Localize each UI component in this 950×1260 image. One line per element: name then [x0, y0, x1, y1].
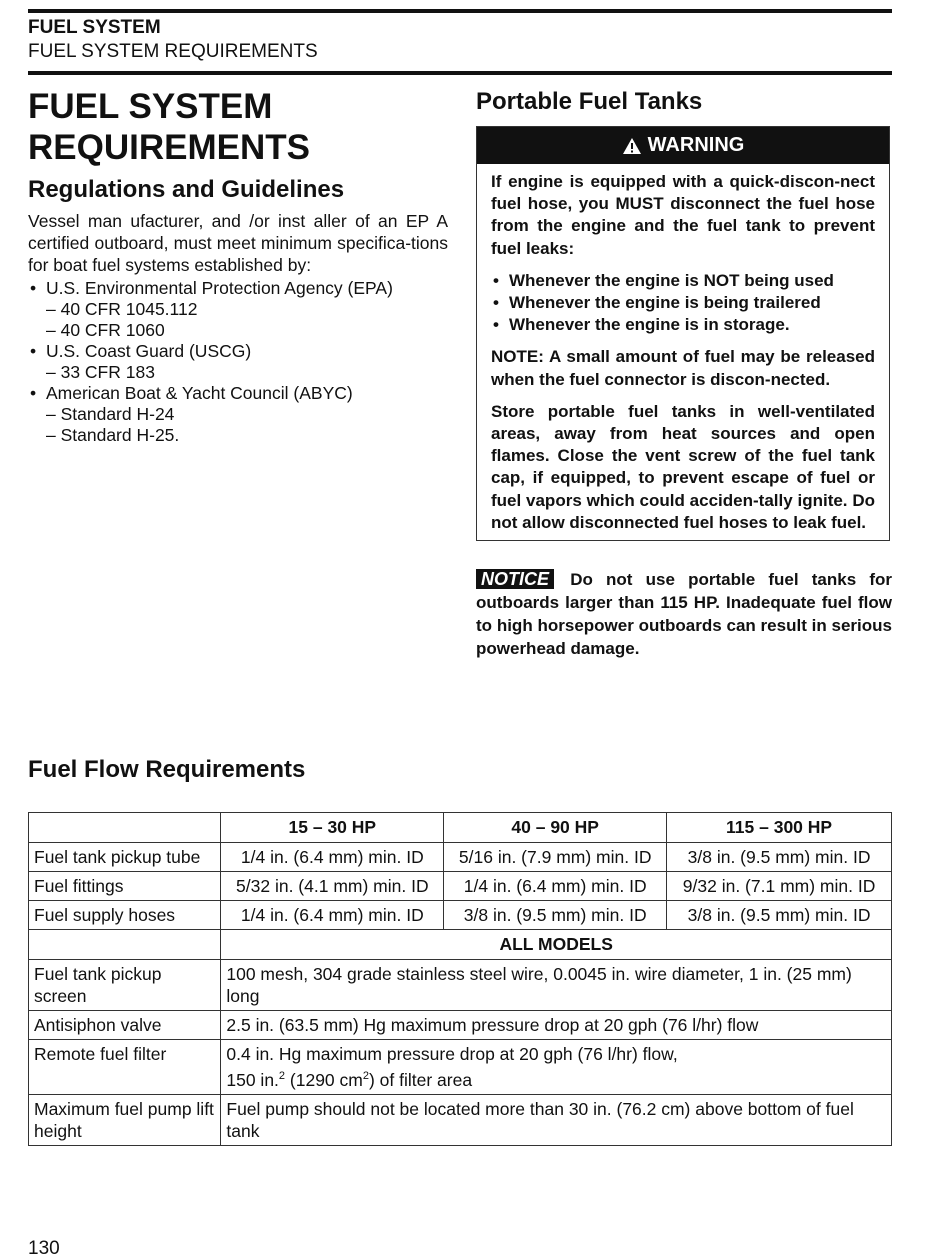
notice-paragraph: [476, 568, 892, 660]
table-cell: 5/16 in. (7.9 mm) min. ID: [444, 843, 667, 872]
list-item: • U.S. Coast Guard (USCG) – 33 CFR 183: [28, 341, 448, 383]
table-row: [29, 1040, 892, 1095]
table-cell: 1/4 in. (6.4 mm) min. ID: [221, 843, 444, 872]
table-header-row: [29, 813, 892, 843]
table-row: [29, 843, 892, 872]
table-cell: 1/4 in. (6.4 mm) min. ID: [444, 872, 667, 901]
table-row: [29, 872, 892, 901]
row-label: Fuel tank pickup screen: [29, 960, 221, 1011]
header-subsection: FUEL SYSTEM REQUIREMENTS: [28, 41, 318, 62]
table-header: 40 – 90 HP: [444, 813, 667, 843]
table-row: [29, 901, 892, 930]
list-item: • Whenever the engine is being trailered: [491, 292, 875, 314]
warning-note: NOTE: A small amount of fuel may be released when the fuel connector is discon-nected.: [491, 347, 875, 389]
table-row: [29, 1011, 892, 1040]
row-label: Maximum fuel pump lift height: [29, 1094, 221, 1145]
fuel-flow-heading: Fuel Flow Requirements: [28, 756, 306, 783]
warning-bar: [477, 127, 889, 164]
warning-body: [477, 164, 889, 540]
table-cell: 3/8 in. (9.5 mm) min. ID: [444, 901, 667, 930]
right-column: [476, 86, 892, 660]
list-item: – 33 CFR 183: [46, 362, 155, 382]
row-label: Remote fuel filter: [29, 1040, 221, 1095]
header-top-rule: [28, 9, 892, 13]
table-cell: 5/32 in. (4.1 mm) min. ID: [221, 872, 444, 901]
all-models-header: ALL MODELS: [221, 930, 892, 960]
warning-storage: Store portable fuel tanks in well-ventilated areas, away from heat sources and open flames. Close the vent screw of the fuel tank cap, if equipped, to prevent escape of fuel or fuel vapors which could acciden-tally ignite. Do not allow disconnected fuel hoses to leak fuel.: [491, 401, 875, 532]
notice-text: Do not use portable fuel tanks for outboards larger than 115 HP. Inadequate fuel flow to high horsepower outboards can result in serious powerhead damage.: [476, 570, 892, 659]
warning-label: WARNING: [647, 134, 745, 156]
table-header-empty: [29, 930, 221, 960]
regulations-intro: Vessel man ufacturer, and /or inst aller of an EP A certified outboard, must meet minimum specifica-tions for boat fuel systems established by:: [28, 211, 448, 275]
row-label: Fuel supply hoses: [29, 901, 221, 930]
page-title: FUEL SYSTEM REQUIREMENTS: [28, 87, 310, 167]
table-row: [29, 960, 892, 1011]
table-header: 15 – 30 HP: [221, 813, 444, 843]
fuel-flow-table: [28, 812, 892, 1146]
row-label: Fuel fittings: [29, 872, 221, 901]
list-item: • Whenever the engine is in storage.: [491, 314, 875, 336]
list-item: • American Boat & Yacht Council (ABYC) – Standard H-24 – Standard H-25.: [28, 383, 448, 446]
table-cell: Fuel pump should not be located more than 30 in. (76.2 cm) above bottom of fuel tank: [221, 1094, 892, 1145]
left-column: [28, 86, 448, 446]
row-label: Antisiphon valve: [29, 1011, 221, 1040]
warning-triangle-icon: [622, 137, 642, 155]
list-item: – 40 CFR 1045.112: [46, 299, 198, 319]
header-bottom-rule: [28, 71, 892, 75]
warning-intro: If engine is equipped with a quick-discon-nect fuel hose, you MUST disconnect the fuel hose from the engine and the fuel tank to prevent fuel leaks:: [491, 172, 875, 258]
table-header-empty: [29, 813, 221, 843]
table-cell: 1/4 in. (6.4 mm) min. ID: [221, 901, 444, 930]
header-section: FUEL SYSTEM: [28, 17, 161, 38]
row-label: Fuel tank pickup tube: [29, 843, 221, 872]
notice-badge: NOTICE: [476, 569, 554, 589]
table-row: [29, 1094, 892, 1145]
table-cell: 0.4 in. Hg maximum pressure drop at 20 gph (76 l/hr) flow, 150 in.$^2$ (1290 $cm^2$) of filter area: [221, 1040, 892, 1095]
agency-list: [28, 278, 448, 446]
warning-box: [476, 126, 890, 541]
list-item: – Standard H-25.: [46, 425, 180, 445]
portable-tanks-heading: Portable Fuel Tanks: [476, 88, 703, 115]
page-number: 130: [28, 1238, 60, 1259]
regulations-heading: Regulations and Guidelines: [28, 176, 345, 203]
table-header: 115 – 300 HP: [667, 813, 892, 843]
list-item: – Standard H-24: [46, 404, 175, 424]
warning-list: [491, 270, 875, 337]
list-item: – 40 CFR 1060: [46, 320, 165, 340]
table-cell: 3/8 in. (9.5 mm) min. ID: [667, 901, 892, 930]
table-cell: 2.5 in. (63.5 mm) Hg maximum pressure drop at 20 gph (76 l/hr) flow: [221, 1011, 892, 1040]
table-cell: 3/8 in. (9.5 mm) min. ID: [667, 843, 892, 872]
all-models-row: [29, 930, 892, 960]
list-item: • Whenever the engine is NOT being used: [491, 270, 875, 292]
list-item: • U.S. Environmental Protection Agency (EPA) – 40 CFR 1045.112 – 40 CFR 1060: [28, 278, 448, 341]
table-cell: 9/32 in. (7.1 mm) min. ID: [667, 872, 892, 901]
table-cell: 100 mesh, 304 grade stainless steel wire, 0.0045 in. wire diameter, 1 in. (25 mm) long: [221, 960, 892, 1011]
